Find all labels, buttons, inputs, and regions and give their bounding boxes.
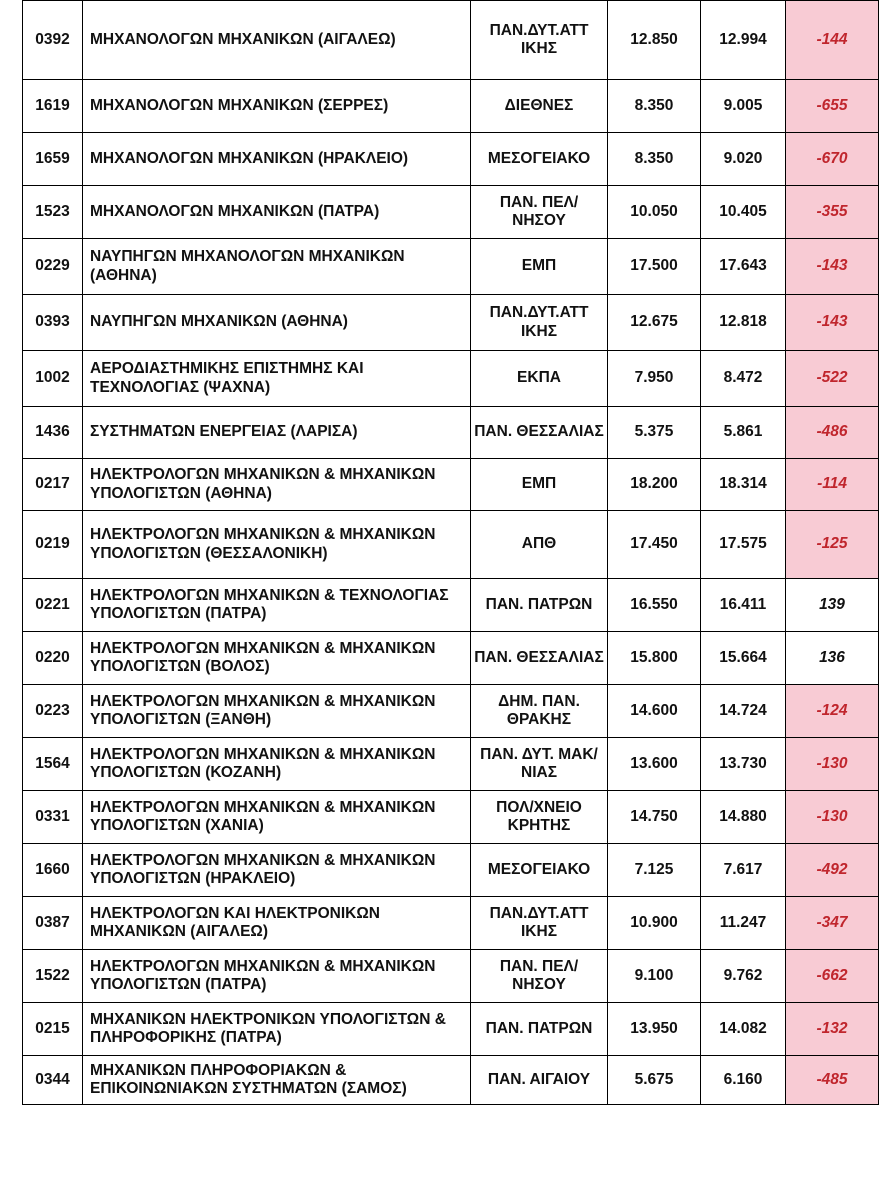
base-score-current: 17.450 [608, 511, 701, 579]
dept-name: ΗΛΕΚΤΡΟΛΟΓΩΝ ΜΗΧΑΝΙΚΩΝ & ΜΗΧΑΝΙΚΩΝ ΥΠΟΛΟΓΙΣΤΩΝ (ΘΕΣΣΑΛΟΝΙΚΗ) [83, 511, 471, 579]
dept-code: 0215 [23, 1003, 83, 1056]
score-difference: -114 [786, 459, 879, 511]
dept-name: ΗΛΕΚΤΡΟΛΟΓΩΝ ΜΗΧΑΝΙΚΩΝ & ΤΕΧΝΟΛΟΓΙΑΣ ΥΠΟΛΟΓΙΣΤΩΝ (ΠΑΤΡΑ) [83, 579, 471, 632]
dept-name: ΗΛΕΚΤΡΟΛΟΓΩΝ ΜΗΧΑΝΙΚΩΝ & ΜΗΧΑΝΙΚΩΝ ΥΠΟΛΟΓΙΣΤΩΝ (ΠΑΤΡΑ) [83, 950, 471, 1003]
table-row [23, 1056, 879, 1105]
table-row [23, 791, 879, 844]
table-row [23, 897, 879, 950]
score-difference: 139 [786, 579, 879, 632]
score-difference: -655 [786, 80, 879, 133]
base-score-previous: 9.762 [701, 950, 786, 1003]
base-score-previous: 11.247 [701, 897, 786, 950]
score-difference: -130 [786, 791, 879, 844]
admissions-table [22, 0, 879, 1105]
base-score-current: 10.050 [608, 186, 701, 239]
university: ΠΑΝ. ΠΑΤΡΩΝ [471, 579, 608, 632]
university: ΠΑΝ. ΑΙΓΑΙΟΥ [471, 1056, 608, 1105]
dept-code: 1564 [23, 738, 83, 791]
dept-code: 1619 [23, 80, 83, 133]
dept-code: 0217 [23, 459, 83, 511]
dept-code: 0219 [23, 511, 83, 579]
university: ΔΗΜ. ΠΑΝ. ΘΡΑΚΗΣ [471, 685, 608, 738]
base-score-current: 8.350 [608, 80, 701, 133]
university: ΜΕΣΟΓΕΙΑΚΟ [471, 844, 608, 897]
base-score-current: 7.950 [608, 351, 701, 407]
base-score-current: 16.550 [608, 579, 701, 632]
university: ΠΑΝ. ΠΕΛ/ΝΗΣΟΥ [471, 186, 608, 239]
university: ΠΑΝ. ΠΑΤΡΩΝ [471, 1003, 608, 1056]
dept-code: 1660 [23, 844, 83, 897]
table-row [23, 632, 879, 685]
university: ΜΕΣΟΓΕΙΑΚΟ [471, 133, 608, 186]
base-score-current: 5.675 [608, 1056, 701, 1105]
base-score-current: 7.125 [608, 844, 701, 897]
score-difference: 136 [786, 632, 879, 685]
table-row [23, 685, 879, 738]
table-row [23, 459, 879, 511]
score-difference: -144 [786, 1, 879, 80]
score-difference: -130 [786, 738, 879, 791]
dept-name: ΗΛΕΚΤΡΟΛΟΓΩΝ ΜΗΧΑΝΙΚΩΝ & ΜΗΧΑΝΙΚΩΝ ΥΠΟΛΟΓΙΣΤΩΝ (ΒΟΛΟΣ) [83, 632, 471, 685]
base-score-previous: 12.818 [701, 295, 786, 351]
dept-code: 0331 [23, 791, 83, 844]
dept-name: ΗΛΕΚΤΡΟΛΟΓΩΝ ΜΗΧΑΝΙΚΩΝ & ΜΗΧΑΝΙΚΩΝ ΥΠΟΛΟΓΙΣΤΩΝ (ΞΑΝΘΗ) [83, 685, 471, 738]
table-row [23, 295, 879, 351]
table-row [23, 579, 879, 632]
base-score-current: 5.375 [608, 407, 701, 459]
base-score-previous: 8.472 [701, 351, 786, 407]
dept-code: 0220 [23, 632, 83, 685]
base-score-previous: 5.861 [701, 407, 786, 459]
dept-name: ΗΛΕΚΤΡΟΛΟΓΩΝ ΜΗΧΑΝΙΚΩΝ & ΜΗΧΑΝΙΚΩΝ ΥΠΟΛΟΓΙΣΤΩΝ (ΑΘΗΝΑ) [83, 459, 471, 511]
dept-name: ΜΗΧΑΝΟΛΟΓΩΝ ΜΗΧΑΝΙΚΩΝ (ΗΡΑΚΛΕΙΟ) [83, 133, 471, 186]
university: ΕΜΠ [471, 459, 608, 511]
base-score-current: 8.350 [608, 133, 701, 186]
table-row [23, 844, 879, 897]
dept-name: ΜΗΧΑΝΟΛΟΓΩΝ ΜΗΧΑΝΙΚΩΝ (ΠΑΤΡΑ) [83, 186, 471, 239]
dept-code: 0223 [23, 685, 83, 738]
table-row [23, 239, 879, 295]
dept-name: ΣΥΣΤΗΜΑΤΩΝ ΕΝΕΡΓΕΙΑΣ (ΛΑΡΙΣΑ) [83, 407, 471, 459]
table-row [23, 133, 879, 186]
dept-code: 1522 [23, 950, 83, 1003]
university: ΕΚΠΑ [471, 351, 608, 407]
university: ΠΑΝ. ΔΥΤ. ΜΑΚ/ΝΙΑΣ [471, 738, 608, 791]
dept-name: ΝΑΥΠΗΓΩΝ ΜΗΧΑΝΟΛΟΓΩΝ ΜΗΧΑΝΙΚΩΝ (ΑΘΗΝΑ) [83, 239, 471, 295]
base-score-previous: 12.994 [701, 1, 786, 80]
dept-code: 1523 [23, 186, 83, 239]
dept-code: 1436 [23, 407, 83, 459]
dept-code: 1659 [23, 133, 83, 186]
score-difference: -132 [786, 1003, 879, 1056]
dept-name: ΜΗΧΑΝΟΛΟΓΩΝ ΜΗΧΑΝΙΚΩΝ (ΣΕΡΡΕΣ) [83, 80, 471, 133]
table-row [23, 738, 879, 791]
university: ΑΠΘ [471, 511, 608, 579]
university: ΕΜΠ [471, 239, 608, 295]
dept-code: 0393 [23, 295, 83, 351]
dept-code: 1002 [23, 351, 83, 407]
dept-name: ΗΛΕΚΤΡΟΛΟΓΩΝ ΚΑΙ ΗΛΕΚΤΡΟΝΙΚΩΝ ΜΗΧΑΝΙΚΩΝ (ΑΙΓΑΛΕΩ) [83, 897, 471, 950]
university: ΔΙΕΘΝΕΣ [471, 80, 608, 133]
table-row [23, 80, 879, 133]
score-difference: -492 [786, 844, 879, 897]
score-difference: -124 [786, 685, 879, 738]
dept-code: 0229 [23, 239, 83, 295]
table-body [23, 1, 879, 1105]
base-score-previous: 10.405 [701, 186, 786, 239]
base-score-current: 17.500 [608, 239, 701, 295]
university: ΠΑΝ.ΔΥΤ.ΑΤΤ ΙΚΗΣ [471, 295, 608, 351]
score-difference: -143 [786, 295, 879, 351]
table-row [23, 511, 879, 579]
base-score-previous: 9.020 [701, 133, 786, 186]
dept-name: ΜΗΧΑΝΙΚΩΝ ΗΛΕΚΤΡΟΝΙΚΩΝ ΥΠΟΛΟΓΙΣΤΩΝ & ΠΛΗΡΟΦΟΡΙΚΗΣ (ΠΑΤΡΑ) [83, 1003, 471, 1056]
dept-code: 0387 [23, 897, 83, 950]
university: ΠΑΝ.ΔΥΤ.ΑΤΤ ΙΚΗΣ [471, 1, 608, 80]
base-score-previous: 17.643 [701, 239, 786, 295]
base-score-previous: 15.664 [701, 632, 786, 685]
dept-code: 0344 [23, 1056, 83, 1105]
base-score-current: 14.750 [608, 791, 701, 844]
base-score-previous: 14.082 [701, 1003, 786, 1056]
base-score-current: 12.675 [608, 295, 701, 351]
base-score-current: 12.850 [608, 1, 701, 80]
dept-code: 0392 [23, 1, 83, 80]
dept-name: ΜΗΧΑΝΟΛΟΓΩΝ ΜΗΧΑΝΙΚΩΝ (ΑΙΓΑΛΕΩ) [83, 1, 471, 80]
score-difference: -143 [786, 239, 879, 295]
base-score-previous: 14.724 [701, 685, 786, 738]
base-score-previous: 13.730 [701, 738, 786, 791]
dept-code: 0221 [23, 579, 83, 632]
score-difference: -485 [786, 1056, 879, 1105]
dept-name: ΗΛΕΚΤΡΟΛΟΓΩΝ ΜΗΧΑΝΙΚΩΝ & ΜΗΧΑΝΙΚΩΝ ΥΠΟΛΟΓΙΣΤΩΝ (ΚΟΖΑΝΗ) [83, 738, 471, 791]
dept-name: ΗΛΕΚΤΡΟΛΟΓΩΝ ΜΗΧΑΝΙΚΩΝ & ΜΗΧΑΝΙΚΩΝ ΥΠΟΛΟΓΙΣΤΩΝ (ΧΑΝΙΑ) [83, 791, 471, 844]
base-score-current: 9.100 [608, 950, 701, 1003]
table-row [23, 1, 879, 80]
score-difference: -347 [786, 897, 879, 950]
university: ΠΑΝ.ΔΥΤ.ΑΤΤ ΙΚΗΣ [471, 897, 608, 950]
table-row [23, 186, 879, 239]
dept-name: ΜΗΧΑΝΙΚΩΝ ΠΛΗΡΟΦΟΡΙΑΚΩΝ & ΕΠΙΚΟΙΝΩΝΙΑΚΩΝ ΣΥΣΤΗΜΑΤΩΝ (ΣΑΜΟΣ) [83, 1056, 471, 1105]
base-score-previous: 18.314 [701, 459, 786, 511]
base-score-current: 14.600 [608, 685, 701, 738]
table-row [23, 407, 879, 459]
base-score-previous: 17.575 [701, 511, 786, 579]
base-score-previous: 9.005 [701, 80, 786, 133]
base-score-current: 13.950 [608, 1003, 701, 1056]
table-row [23, 950, 879, 1003]
university: ΠΑΝ. ΘΕΣΣΑΛΙΑΣ [471, 407, 608, 459]
table-row [23, 351, 879, 407]
table-row [23, 1003, 879, 1056]
university: ΠΑΝ. ΘΕΣΣΑΛΙΑΣ [471, 632, 608, 685]
dept-name: ΝΑΥΠΗΓΩΝ ΜΗΧΑΝΙΚΩΝ (ΑΘΗΝΑ) [83, 295, 471, 351]
score-difference: -522 [786, 351, 879, 407]
base-score-previous: 14.880 [701, 791, 786, 844]
score-difference: -486 [786, 407, 879, 459]
base-score-previous: 16.411 [701, 579, 786, 632]
dept-name: ΗΛΕΚΤΡΟΛΟΓΩΝ ΜΗΧΑΝΙΚΩΝ & ΜΗΧΑΝΙΚΩΝ ΥΠΟΛΟΓΙΣΤΩΝ (ΗΡΑΚΛΕΙΟ) [83, 844, 471, 897]
base-score-previous: 6.160 [701, 1056, 786, 1105]
score-difference: -125 [786, 511, 879, 579]
base-score-previous: 7.617 [701, 844, 786, 897]
score-difference: -662 [786, 950, 879, 1003]
dept-name: ΑΕΡΟΔΙΑΣΤΗΜΙΚΗΣ ΕΠΙΣΤΗΜΗΣ ΚΑΙ ΤΕΧΝΟΛΟΓΙΑΣ (ΨΑΧΝΑ) [83, 351, 471, 407]
university: ΠΑΝ. ΠΕΛ/ΝΗΣΟΥ [471, 950, 608, 1003]
base-score-current: 13.600 [608, 738, 701, 791]
university: ΠΟΛ/ΧΝΕΙΟ ΚΡΗΤΗΣ [471, 791, 608, 844]
score-difference: -670 [786, 133, 879, 186]
base-score-current: 10.900 [608, 897, 701, 950]
base-score-current: 15.800 [608, 632, 701, 685]
base-score-current: 18.200 [608, 459, 701, 511]
score-difference: -355 [786, 186, 879, 239]
